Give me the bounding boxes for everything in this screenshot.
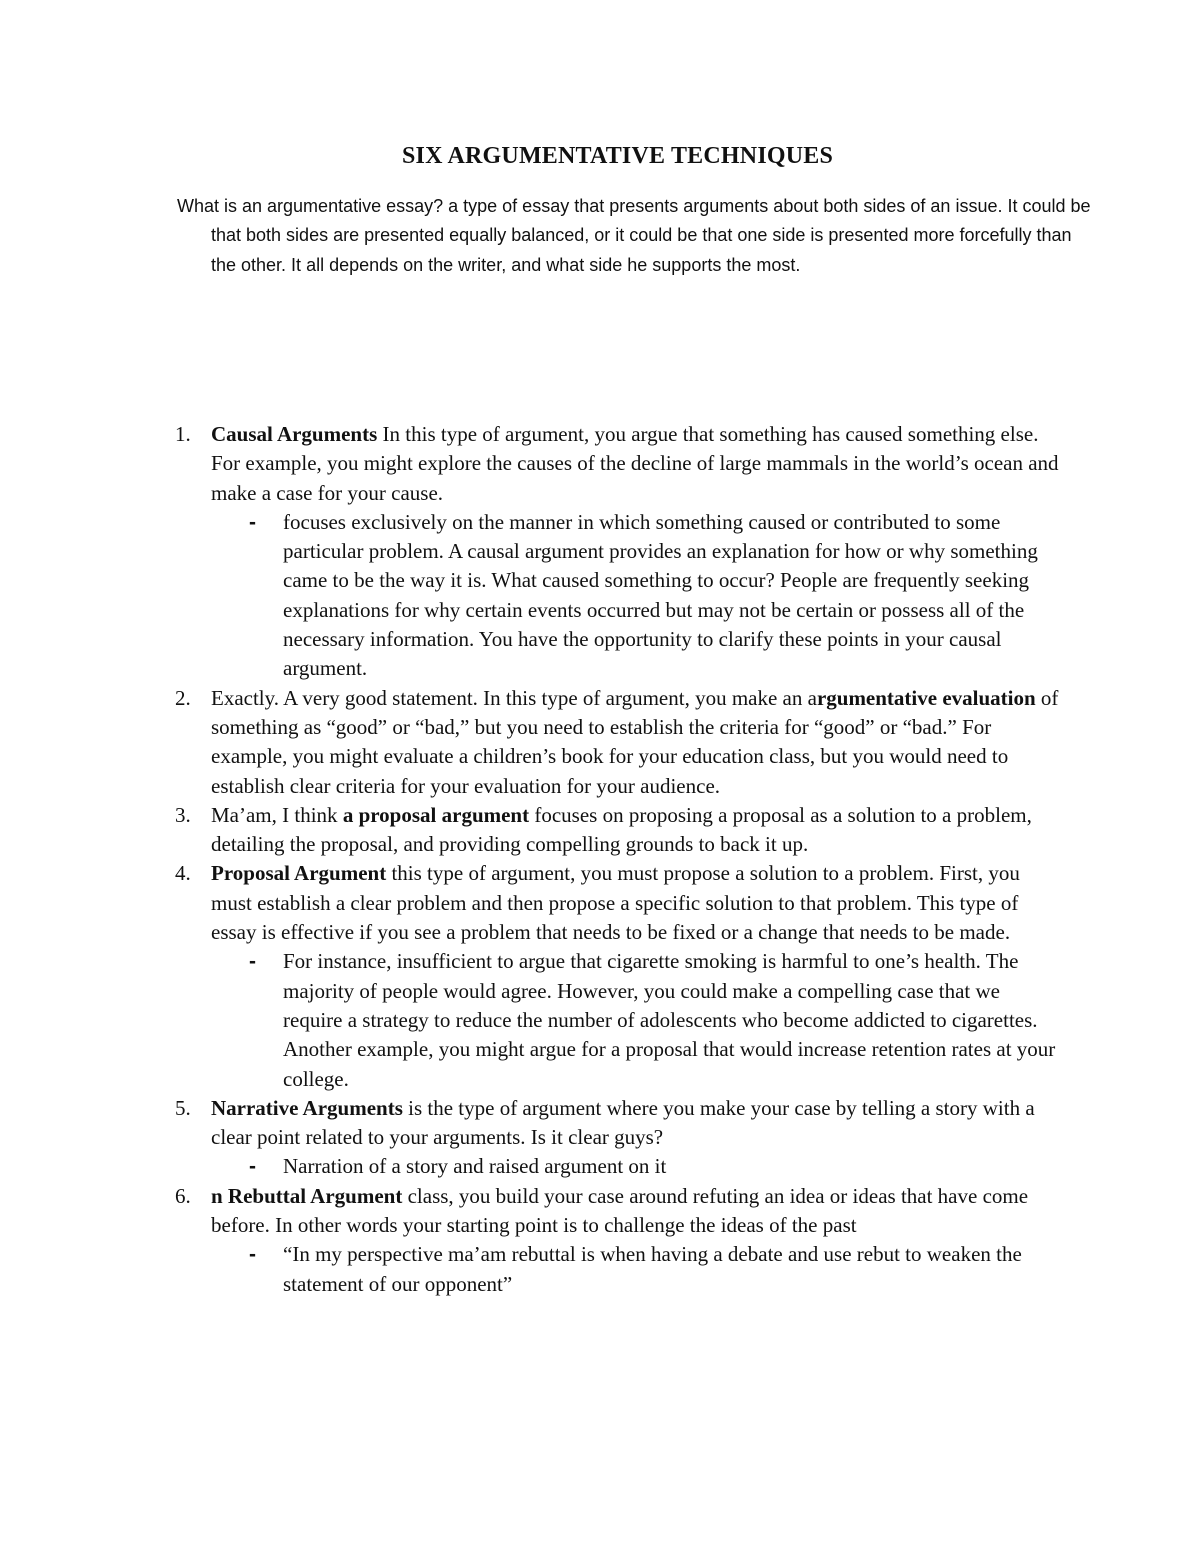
item-body: class, you build your case around refuting an idea or ideas that have come before. In other words your starting point is to challenge the ideas of the past	[211, 1183, 1029, 1238]
item-body: In this type of argument, you argue that something has caused something else. For example, you might explore the causes of the decline of large mammals in the world’s ocean and make a case for your cause.	[211, 422, 1059, 505]
dash-bullet: -	[249, 1243, 256, 1267]
list-item	[175, 1182, 1060, 1299]
item-body: is the type of argument where you make your case by telling a story with a clear point related to your arguments. Is it clear guys?	[211, 1095, 1035, 1150]
term-bold: Narrative Arguments	[211, 1095, 403, 1120]
sub-bullet	[211, 1152, 1060, 1181]
list-item	[175, 801, 1060, 860]
list-item-text	[211, 684, 1060, 801]
term-bold: a proposal argument	[342, 802, 530, 827]
dash-bullet: -	[249, 1155, 256, 1179]
sub-bullet-text: Narration of a story and raised argument on it	[283, 1154, 667, 1179]
list-item	[175, 859, 1060, 1093]
item-body: of something as “good” or “bad,” but you need to establish the criteria for “good” or “bad.” For example, you might evaluate a children’s book for your education class, but you would need to establish clear criteria for your evaluation for your audience.	[211, 685, 1059, 798]
dash-bullet: -	[249, 510, 256, 534]
list-item-text	[211, 1182, 1060, 1241]
item-lead: Ma’am, I think	[211, 802, 343, 827]
sub-bullet	[211, 508, 1060, 684]
dash-bullet: -	[249, 950, 256, 974]
item-body: focuses on proposing a proposal as a solution to a problem, detailing the proposal, and providing compelling grounds to back it up.	[211, 802, 1032, 857]
list-number: 3.	[175, 802, 191, 827]
term-bold: rgumentative evaluation	[816, 685, 1036, 710]
list-item-text	[211, 420, 1060, 508]
intro-paragraph: What is an argumentative essay? a type of essay that presents arguments about both sides of an issue. It could be that both sides are presented equally balanced, or it could be that one side is presented more forcefully than the other. It all depends on the writer, and what side he supports the most.	[177, 196, 1091, 275]
list-item	[175, 1094, 1060, 1182]
list-item	[175, 684, 1060, 801]
sub-bullet	[211, 947, 1060, 1093]
sub-bullet-text: “In my perspective ma’am rebuttal is when having a debate and use rebut to weaken the statement of our opponent”	[283, 1242, 1022, 1296]
document-title: SIX ARGUMENTATIVE TECHNIQUES	[401, 143, 834, 169]
sub-bullet-text: focuses exclusively on the manner in which something caused or contributed to some particular problem. A causal argument provides an explanation for how or why something came to be the way it is. What caused something to occur? People are frequently seeking explanations for why certain events occurred but may not be certain or possess all of the necessary information. You have the opportunity to clarify these points in your causal argument.	[283, 509, 1038, 681]
sub-bullet	[211, 1240, 1060, 1299]
term-bold: Proposal Argument	[211, 861, 387, 886]
list-number: 6.	[175, 1183, 191, 1208]
list-number: 2.	[175, 685, 191, 710]
sub-bullet-text: For instance, insufficient to argue that cigarette smoking is harmful to one’s health. The majority of people would agree. However, you could make a compelling case that we require a strategy to reduce the number of adolescents who become addicted to cigarettes. Another example, you might argue for a proposal that would increase retention rates at your college.	[283, 949, 1056, 1091]
list-item-text	[211, 859, 1060, 947]
term-bold: Causal Arguments	[211, 422, 378, 446]
list-number: 5.	[175, 1095, 191, 1120]
list-number: 1.	[175, 422, 191, 446]
item-body: this type of argument, you must propose a solution to a problem. First, you must establish a clear problem and then propose a specific solution to that problem. This type of essay is effective if you see a problem that needs to be fixed or a change that needs to be made.	[211, 861, 1020, 945]
list-item-text	[211, 1094, 1060, 1153]
list-item	[175, 420, 1060, 684]
term-bold: n Rebuttal Argument	[211, 1183, 403, 1208]
list-number: 4.	[175, 861, 191, 886]
item-lead: Exactly. A very good statement. In this type of argument, you make an a	[211, 685, 817, 710]
list-item-text	[211, 801, 1060, 860]
techniques-list	[175, 420, 1060, 1299]
